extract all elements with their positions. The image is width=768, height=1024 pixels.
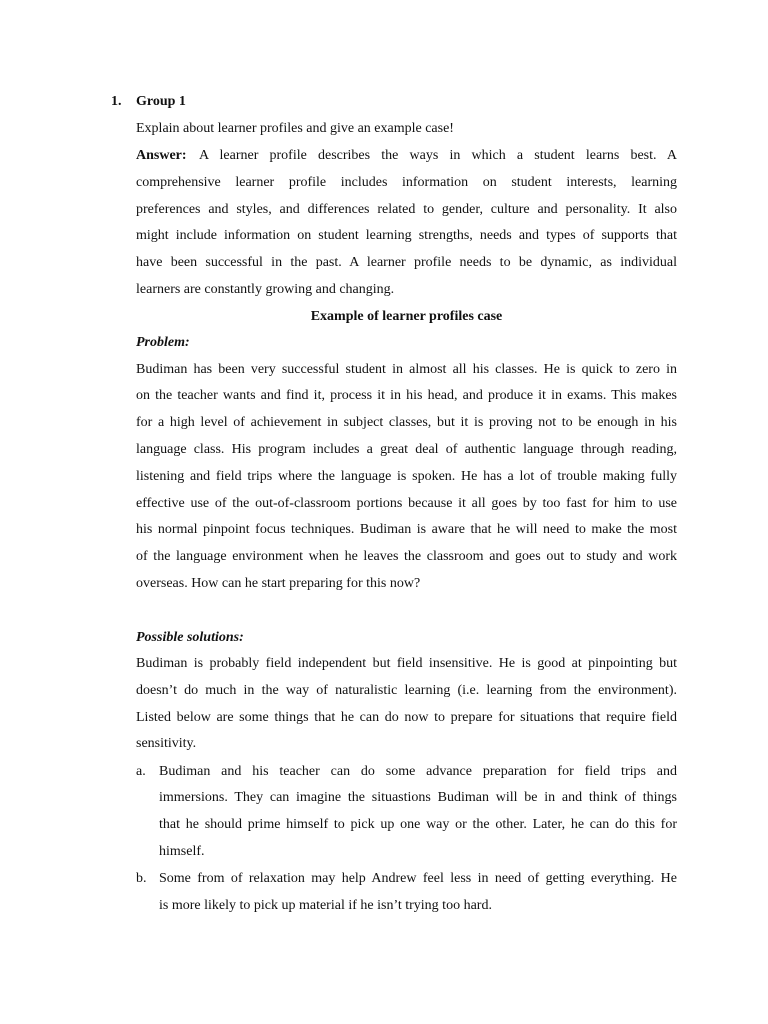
problem-line: on the teacher wants and find it, process it in his head, and produce it in exams. This makes: [136, 388, 677, 403]
solutions-line: sensitivity.: [136, 736, 197, 751]
list-item-line: is more likely to pick up material if he isn’t trying too hard.: [159, 898, 492, 913]
problem-line: overseas. How can he start preparing for this now?: [136, 576, 421, 591]
answer-line: preferences and styles, and differences related to gender, culture and personality. It also: [136, 202, 677, 217]
problem-line: for a high level of achievement in subject classes, but it is proving not to be enough in his: [136, 415, 677, 430]
solutions-label: Possible solutions:: [136, 630, 244, 645]
problem-line: his normal pinpoint focus techniques. Budiman is aware that he will need to make the most: [136, 522, 677, 537]
problem-label: Problem:: [136, 335, 190, 350]
example-heading: Example of learner profiles case: [310, 309, 503, 324]
question-text: Explain about learner profiles and give an example case!: [136, 121, 454, 136]
problem-line: language class. His program includes a great deal of authentic language through reading,: [136, 442, 677, 457]
list-marker: b.: [136, 871, 147, 886]
answer-line: have been successful in the past. A learner profile needs to be dynamic, as individual: [136, 255, 677, 270]
list-item-line: immersions. They can imagine the situastions Budiman will be in and think of things: [159, 790, 677, 805]
list-marker: a.: [136, 764, 146, 779]
answer-line: might include information on student learning strengths, needs and types of supports that: [136, 228, 677, 243]
answer-line: comprehensive learner profile includes information on student interests, learning: [136, 175, 677, 190]
section-title: Group 1: [136, 94, 186, 109]
solutions-line: Listed below are some things that he can do now to prepare for situations that require field: [136, 710, 677, 725]
problem-line: effective use of the out-of-classroom portions because it all goes by too fast for him to use: [136, 496, 677, 511]
list-item-line: Some from of relaxation may help Andrew feel less in need of getting everything. He: [159, 871, 677, 886]
section-number: 1.: [111, 94, 122, 109]
answer-line: learners are constantly growing and changing.: [136, 282, 395, 297]
answer-label: Answer:: [136, 148, 187, 163]
problem-line: Budiman has been very successful student in almost all his classes. He is quick to zero in: [136, 362, 677, 377]
list-item-line: that he should prime himself to pick up one way or the other. Later, he can do this for: [159, 817, 677, 832]
list-item-line: Budiman and his teacher can do some advance preparation for field trips and: [159, 764, 677, 779]
problem-line: of the language environment when he leaves the classroom and goes out to study and work: [136, 549, 677, 564]
solutions-line: doesn’t do much in the way of naturalistic learning (i.e. learning from the environment).: [136, 683, 677, 698]
answer-line: A learner profile describes the ways in which a student learns best. A: [199, 148, 677, 163]
problem-line: listening and field trips where the language is spoken. He has a lot of trouble making fully: [136, 469, 677, 484]
solutions-line: Budiman is probably field independent but field insensitive. He is good at pinpointing but: [136, 656, 677, 671]
list-item-line: himself.: [159, 844, 205, 859]
